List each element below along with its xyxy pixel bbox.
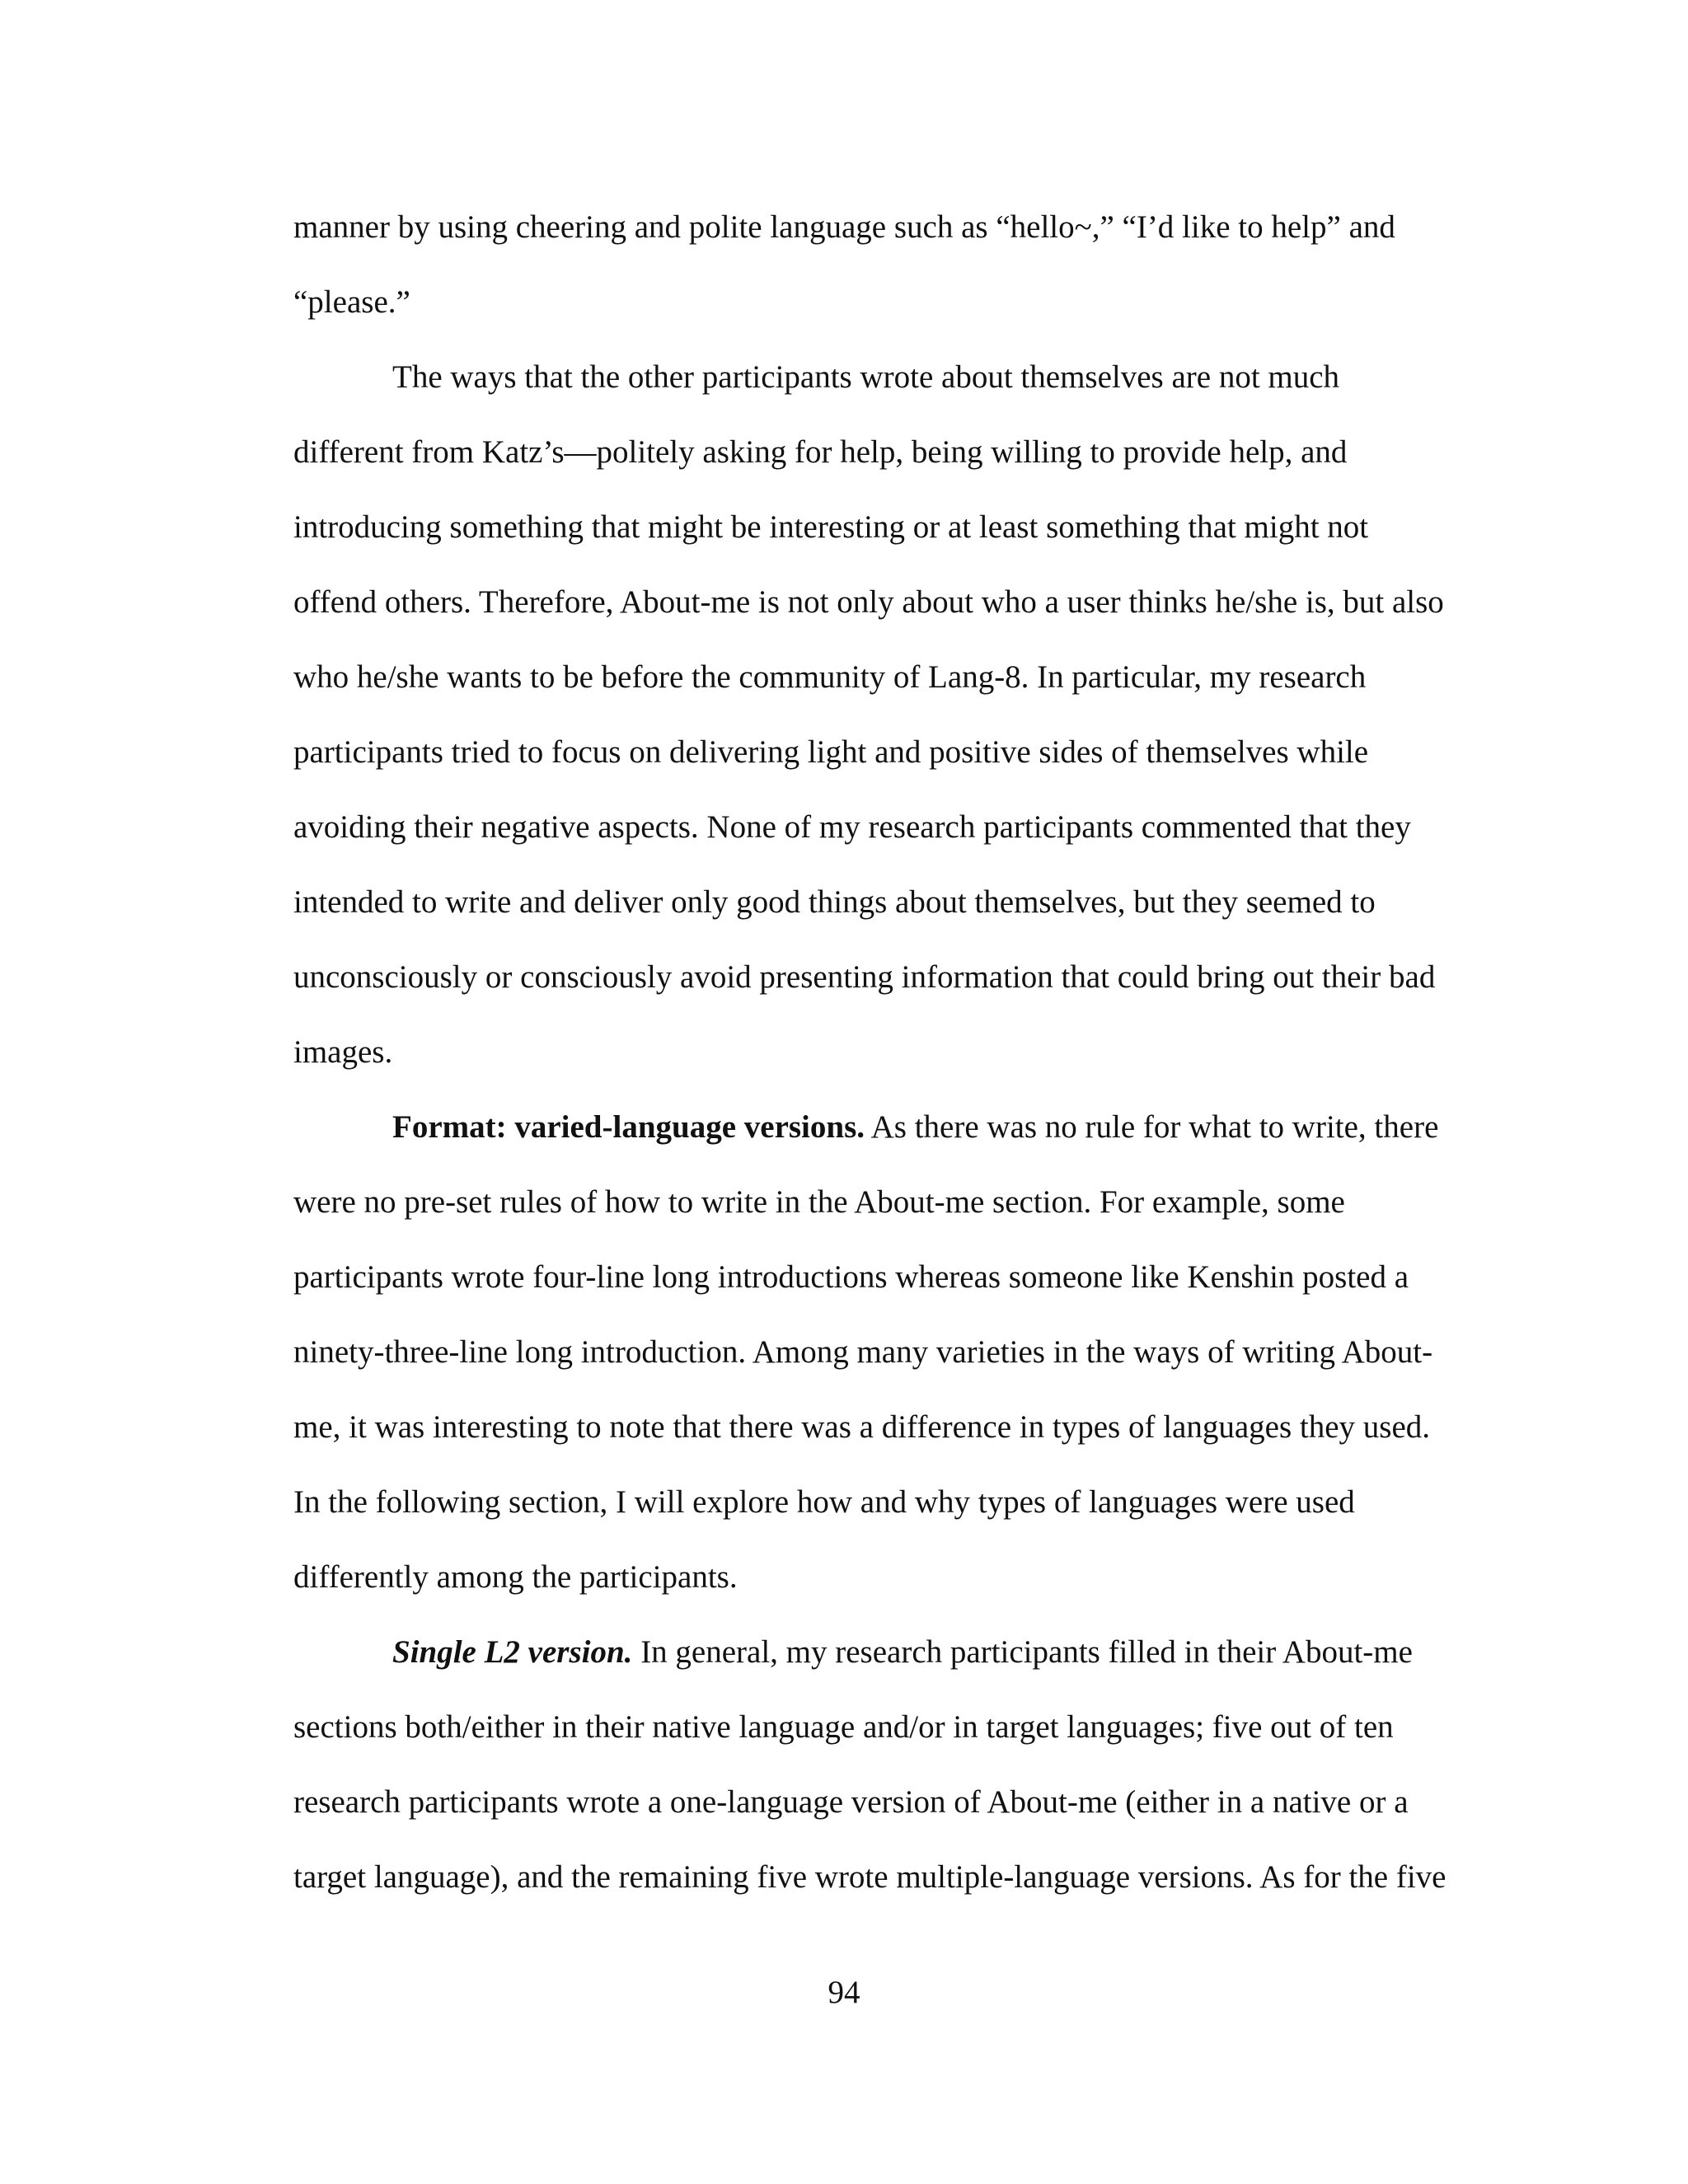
text-line: unconsciously or consciously avoid presenting information that could bring out their bad: [293, 959, 1436, 995]
text-line: were no pre-set rules of how to write in the About-me section. For example, some: [293, 1184, 1345, 1220]
page-number: 94: [828, 1975, 860, 2010]
format-heading: Format: varied-language versions.: [392, 1109, 865, 1145]
body-text: [293, 190, 1472, 1915]
text-line: sections both/either in their native language and/or in target languages; five out of ten: [293, 1709, 1394, 1745]
format-section-first-line: [293, 1090, 1472, 1165]
text-line: images.: [293, 1034, 393, 1070]
text-line: participants tried to focus on delivering light and positive sides of themselves while: [293, 734, 1369, 770]
text-line: different from Katz’s—politely asking for help, being willing to provide help, and: [293, 434, 1348, 470]
text-line: introducing something that might be interesting or at least something that might not: [293, 509, 1369, 545]
single-line-rest: In general, my research participants filled in their About-me: [632, 1634, 1413, 1670]
text-line: participants wrote four-line long introductions whereas someone like Kenshin posted a: [293, 1259, 1409, 1295]
single-l2-section-first-line: [293, 1615, 1472, 1690]
text-line: In the following section, I will explore how and why types of languages were used: [293, 1484, 1355, 1520]
text-line: ninety-three-line long introduction. Among many varieties in the ways of writing About-: [293, 1334, 1433, 1370]
paragraph-first-line: The ways that the other participants wrote about themselves are not much: [392, 359, 1340, 395]
text-line: differently among the participants.: [293, 1559, 738, 1595]
text-line: intended to write and deliver only good things about themselves, but they seemed to: [293, 884, 1376, 920]
text-line: who he/she wants to be before the community of Lang-8. In particular, my research: [293, 659, 1367, 695]
text-line: avoiding their negative aspects. None of my research participants commented that they: [293, 809, 1411, 845]
single-l2-heading: Single L2 version.: [392, 1634, 633, 1670]
text-line: me, it was interesting to note that there was a difference in types of languages they used.: [293, 1409, 1431, 1445]
text-line: target language), and the remaining five wrote multiple-language versions. As for the five: [293, 1859, 1447, 1895]
text-line: manner by using cheering and polite language such as “hello~,” “I’d like to help” and: [293, 209, 1395, 245]
text-line: offend others. Therefore, About-me is not only about who a user thinks he/she is, but also: [293, 584, 1444, 620]
text-line: “please.”: [293, 284, 410, 320]
format-line-rest: As there was no rule for what to write, there: [865, 1109, 1439, 1145]
text-line: research participants wrote a one-language version of About-me (either in a native or a: [293, 1784, 1409, 1820]
